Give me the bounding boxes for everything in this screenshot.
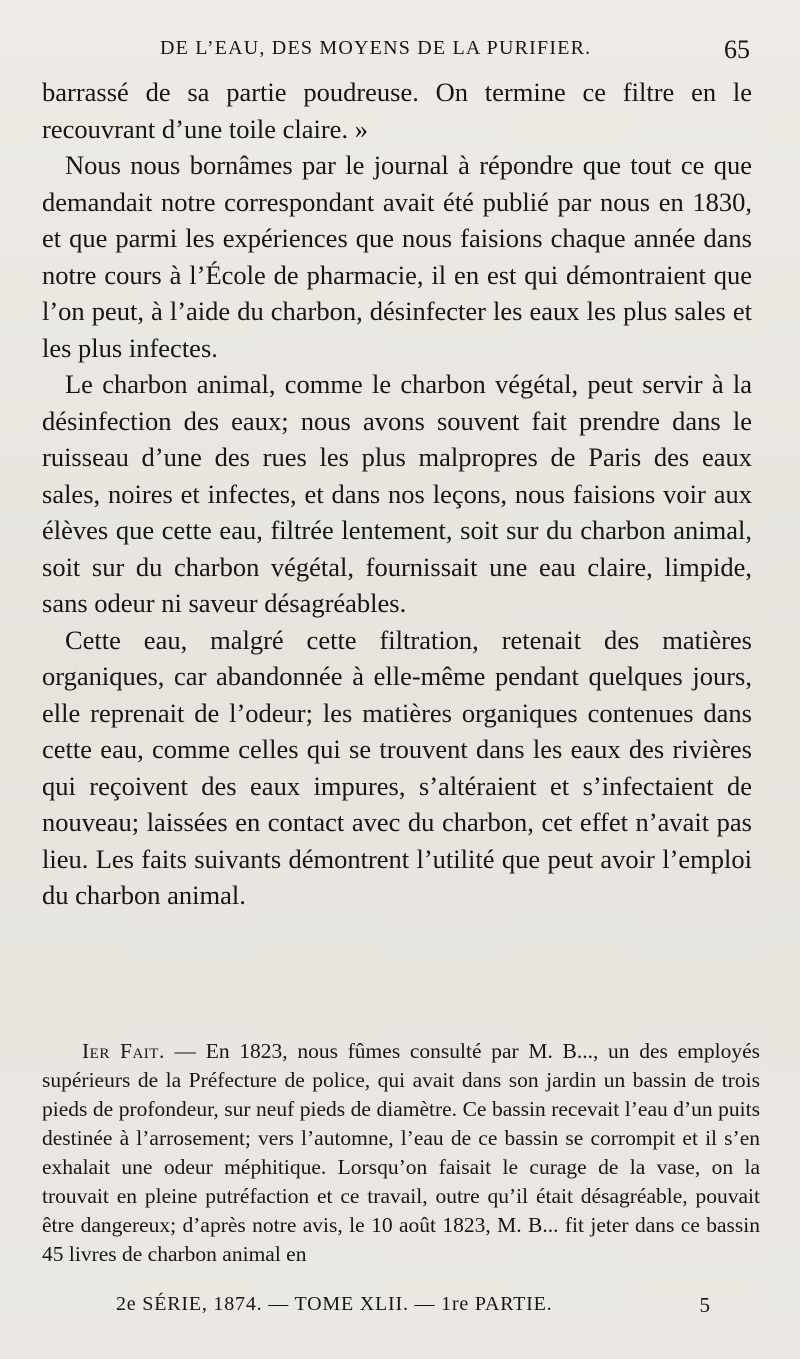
fact-label: Ier Fait.	[82, 1039, 165, 1063]
fact-paragraph	[42, 1037, 760, 1269]
running-head	[160, 33, 750, 67]
fact-text: — En 1823, nous fûmes consulté par M. B..., un des employés supérieurs de la Préfecture de police, qui avait dans son jardin un bassin de trois pieds de profondeur, sur neuf pieds de diamètre. Ce bassin recevait l’eau d’un puits destinée à l’arrosement; vers l’automne, l’eau de ce bassin se corrompit et il s’en exhalait une odeur méphitique. Lorsqu’on faisait le curage de la vase, on la trouvait en pleine putréfaction et ce travail, outre qu’il était désagréable, pouvait être dangereux; d’après notre avis, le 10 août 1823, M. B... fit jeter dans ce bassin 45 livres de charbon animal en	[42, 1039, 760, 1266]
paragraph: Le charbon animal, comme le charbon végétal, peut servir à la désinfection des eaux; nous avons souvent fait prendre dans le ruisseau d’une des rues les plus malpropres de Paris des eaux sales, noires et infectes, et dans nos leçons, nous faisions voir aux élèves que cette eau, filtrée lentement, soit sur du charbon animal, soit sur du charbon végétal, fournissait une eau claire, limpide, sans odeur ni saveur désagréables.	[42, 369, 752, 618]
series-line: 2e SÉRIE, 1874. — TOME XLII. — 1re PARTIE.	[116, 1293, 553, 1315]
paragraph: Cette eau, malgré cette filtration, retenait des matières organiques, car abandonnée à elle-même pendant quelques jours, elle reprenait de l’odeur; les matières organiques contenues dans cette eau, comme celles qui se trouvent dans les eaux des rivières qui reçoivent des eaux impures, s’altéraient et s’infectaient de nouveau; laissées en contact avec du charbon, cet effet n’avait pas lieu. Les faits suivants démontrent l’utilité que peut avoir l’emploi du charbon animal.	[42, 624, 752, 910]
running-title: DE L’EAU, DES MOYENS DE LA PURIFIER.	[160, 37, 592, 59]
signature-mark: 5	[699, 1293, 710, 1317]
paragraph: Nous nous bornâmes par le journal à répondre que tout ce que demandait notre correspondant avait été publié par nous en 1830, et que parmi les expériences que nous faisions chaque année dans notre cours à l’École de pharmacie, il en est qui démontraient que l’on peut, à l’aide du charbon, désinfecter les eaux les plus sales et les plus infectes.	[42, 150, 752, 363]
page-footer	[116, 1293, 710, 1323]
main-text	[42, 74, 752, 914]
page-number: 65	[724, 35, 750, 64]
fact-note	[42, 1037, 760, 1269]
paragraph: barrassé de sa partie poudreuse. On termine ce filtre en le recouvrant d’une toile claire. »	[42, 77, 752, 144]
